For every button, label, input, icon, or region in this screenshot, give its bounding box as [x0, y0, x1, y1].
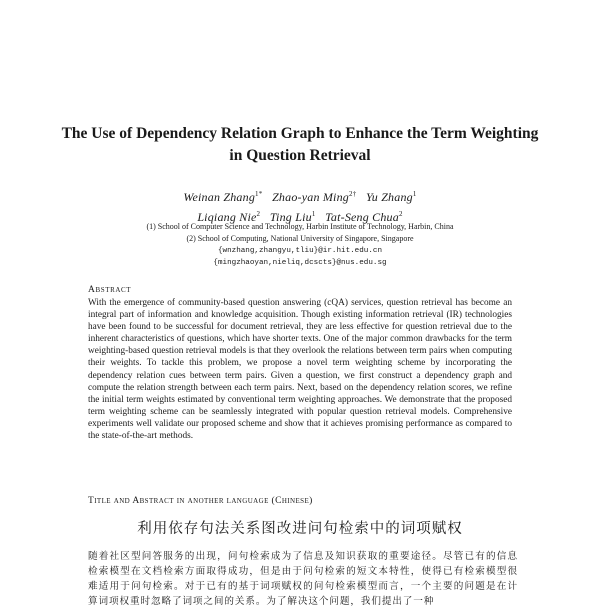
author-name: Zhao-yan Ming — [272, 190, 349, 204]
email-1: {wnzhang,zhangyu,tliu}@ir.hit.edu.cn — [217, 247, 383, 255]
author-name: Ting Liu — [269, 210, 312, 224]
author-mark: 2† — [349, 190, 357, 198]
author-mark: 1 — [412, 190, 417, 198]
author-name: Yu Zhang — [366, 190, 413, 204]
affiliation-1: (1) School of Computer Science and Technology, Harbin Institute of Technology, Harbin, China — [146, 222, 454, 231]
abstract-text: With the emergence of community-based question answering (cQA) services, question retrieval has become an integral part of information and knowledge acquisition. Though existing information retrieval (IR) technologies have been found to be successful for document retrieval, they are less effective for question retrieval due to the inherent characteristics of questions, which have shorter texts. One of the major common drawbacks for the term weighting-based question retrieval models is that they overlook the relations between term pairs when computing their weights. To tackle this problem, we propose a novel term weighting scheme by incorporating the dependency relation cues between term pairs. Given a question, we first construct a dependency graph and compute the relation strength between each term pairs. Next, based on the dependency relation scores, we refine the initial term weights estimated by conventional term weighting approaches. We demonstrate that the proposed term weighting scheme can be seamlessly integrated with popular question retrieval models. Comprehensive experiments well validate our proposed scheme and show that it achieves promising performance as compared to the state-of-the-art methods. — [88, 298, 512, 442]
author-list — [60, 186, 540, 226]
author-mark: 2 — [256, 210, 261, 218]
author-line-1 — [60, 186, 540, 206]
chinese-title: 利用依存句法关系图改进问句检索中的词项赋权 — [137, 521, 463, 537]
chinese-abstract: 随着社区型问答服务的出现，问句检索成为了信息及知识获取的重要途径。尽管已有的信息检索模型在文档检索方面取得成功，但是由于问句检索的短文本特性，使得已有检索模型很难适用于问句检索。对于已有的基于词项赋权的问句检索模型而言，一个主要的问题是在计算词项权重时忽略了词项之间的关系。为了解决这个问题，我们提出了一种 — [88, 551, 518, 607]
abstract-heading: Abstract — [88, 285, 132, 295]
author-name: Liqiang Nie — [197, 210, 257, 224]
affiliation-2: (2) School of Computing, National University of Singapore, Singapore — [186, 234, 414, 243]
author-mark: 1* — [255, 190, 263, 198]
author-name: Weinan Zhang — [183, 190, 256, 204]
author-name: Tat-Seng Chua — [325, 210, 399, 224]
affiliations — [40, 221, 560, 269]
other-language-heading: Title and Abstract in another language (Chinese) — [88, 496, 313, 506]
author-mark: 2 — [398, 210, 403, 218]
paper-title: The Use of Dependency Relation Graph to Enhance the Term Weighting in Question Retrieval — [61, 125, 539, 164]
author-mark: 1 — [311, 210, 316, 218]
email-2: {mingzhaoyan,nieliq,dcscts}@nus.edu.sg — [213, 259, 387, 267]
